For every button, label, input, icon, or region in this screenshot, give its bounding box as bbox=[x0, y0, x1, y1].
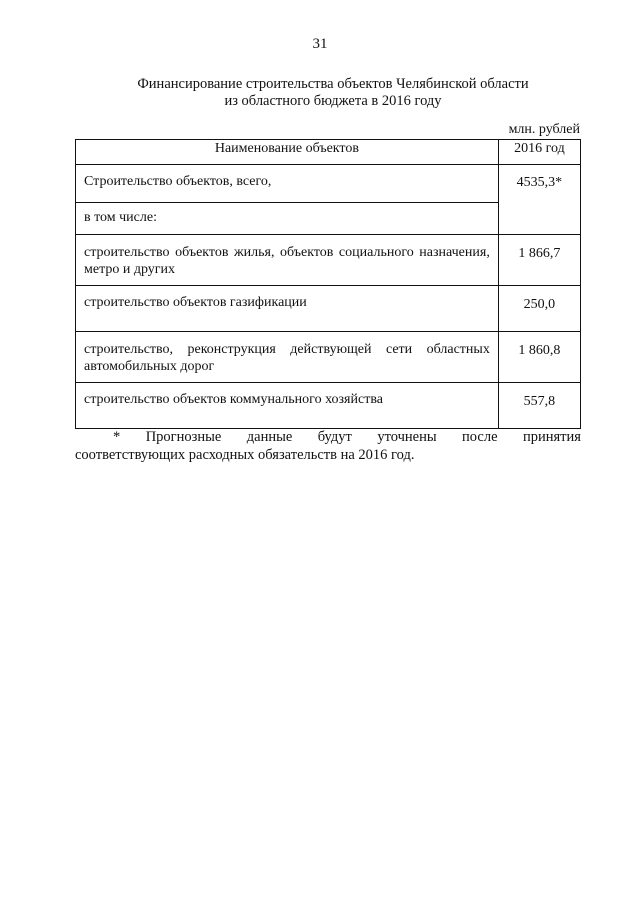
units-label: млн. рублей bbox=[508, 122, 580, 137]
table-row bbox=[76, 235, 581, 286]
footnote-line-1 bbox=[75, 428, 581, 446]
row-name-total: Строительство объектов, всего, bbox=[76, 165, 499, 203]
table-row bbox=[76, 165, 581, 203]
header-year: 2016 год bbox=[498, 140, 580, 165]
document-title bbox=[0, 76, 640, 110]
footnote bbox=[75, 428, 581, 464]
footnote-word: уточнены bbox=[377, 429, 437, 445]
footnote-word: после bbox=[462, 429, 498, 445]
footnote-word: Прогнозные bbox=[145, 429, 222, 445]
title-line-2: из областного бюджета в 2016 году bbox=[224, 93, 442, 109]
footnote-asterisk: * bbox=[113, 429, 121, 445]
footnote-line-2: соответствующих расходных обязательств на 2016 год. bbox=[75, 447, 415, 463]
table-row bbox=[76, 332, 581, 383]
page-number: 31 bbox=[312, 36, 328, 52]
row-value-total: 4535,3* bbox=[498, 165, 580, 235]
table-header-row bbox=[76, 140, 581, 165]
footnote-word: будут bbox=[317, 429, 352, 445]
row-value-roads: 1 860,8 bbox=[498, 332, 580, 383]
row-name-including: в том числе: bbox=[76, 203, 499, 235]
table-row bbox=[76, 286, 581, 332]
financing-table bbox=[75, 139, 581, 429]
row-name-gasification: строительство объектов газификации bbox=[76, 286, 499, 332]
row-name-roads: строительство, реконструкция действующей сети областных автомобильных дорог bbox=[76, 332, 499, 383]
footnote-word: данные bbox=[246, 429, 293, 445]
row-value-communal: 557,8 bbox=[498, 383, 580, 429]
title-line-1: Финансирование строительства объектов Челябинской области bbox=[137, 76, 529, 92]
header-object-name: Наименование объектов bbox=[76, 140, 499, 165]
table-row bbox=[76, 383, 581, 429]
footnote-word: принятия bbox=[522, 429, 581, 445]
row-name-housing: строительство объектов жилья, объектов социального назначения, метро и других bbox=[76, 235, 499, 286]
row-name-communal: строительство объектов коммунального хозяйства bbox=[76, 383, 499, 429]
row-value-housing: 1 866,7 bbox=[498, 235, 580, 286]
row-value-gasification: 250,0 bbox=[498, 286, 580, 332]
